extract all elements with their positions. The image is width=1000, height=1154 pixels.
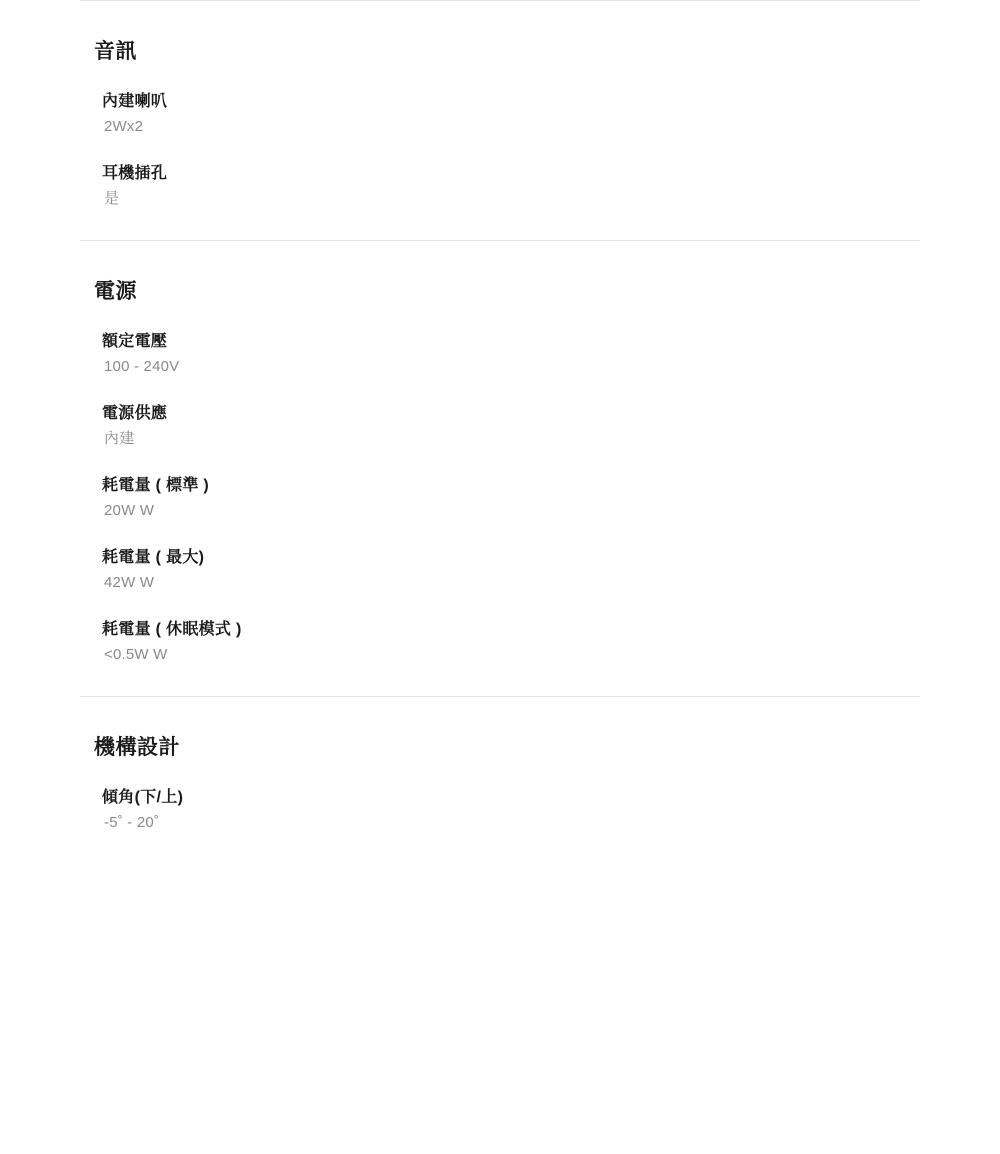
spec-item	[80, 786, 920, 834]
spec-label: 耳機插孔	[102, 165, 168, 183]
section-title: 機構設計	[94, 735, 180, 759]
spec-list	[80, 786, 920, 834]
spec-item	[80, 618, 920, 666]
spec-item	[80, 402, 920, 450]
spec-value: 2Wx2	[104, 118, 144, 136]
spec-section-power	[80, 240, 920, 696]
spec-section-mechanical	[80, 696, 920, 864]
spec-label: 耗電量 ( 休眠模式 )	[102, 621, 242, 638]
spec-section-audio	[80, 0, 920, 240]
spec-value: 20W W	[104, 502, 155, 520]
spec-list	[80, 330, 920, 666]
spec-value: 是	[104, 190, 120, 208]
spec-item	[80, 546, 920, 594]
spec-label: 額定電壓	[102, 333, 168, 351]
spec-label: 電源供應	[102, 405, 168, 423]
spec-value: -5˚ - 20˚	[104, 814, 160, 832]
spec-value: 100 - 240V	[104, 358, 180, 376]
spec-value: 內建	[104, 430, 135, 448]
spec-item	[80, 162, 920, 210]
section-title: 電源	[94, 280, 137, 304]
spec-value: <0.5W W	[104, 646, 168, 664]
spec-list	[80, 90, 920, 210]
spec-value: 42W W	[104, 574, 155, 592]
section-title: 音訊	[94, 40, 137, 63]
spec-item	[80, 330, 920, 378]
spec-label: 傾角(下/上)	[102, 789, 184, 807]
spec-label: 耗電量 ( 最大)	[102, 549, 205, 567]
spec-item	[80, 474, 920, 522]
spec-label: 耗電量 ( 標準 )	[102, 477, 209, 495]
spec-label: 內建喇叭	[102, 93, 168, 111]
spec-item	[80, 90, 920, 138]
